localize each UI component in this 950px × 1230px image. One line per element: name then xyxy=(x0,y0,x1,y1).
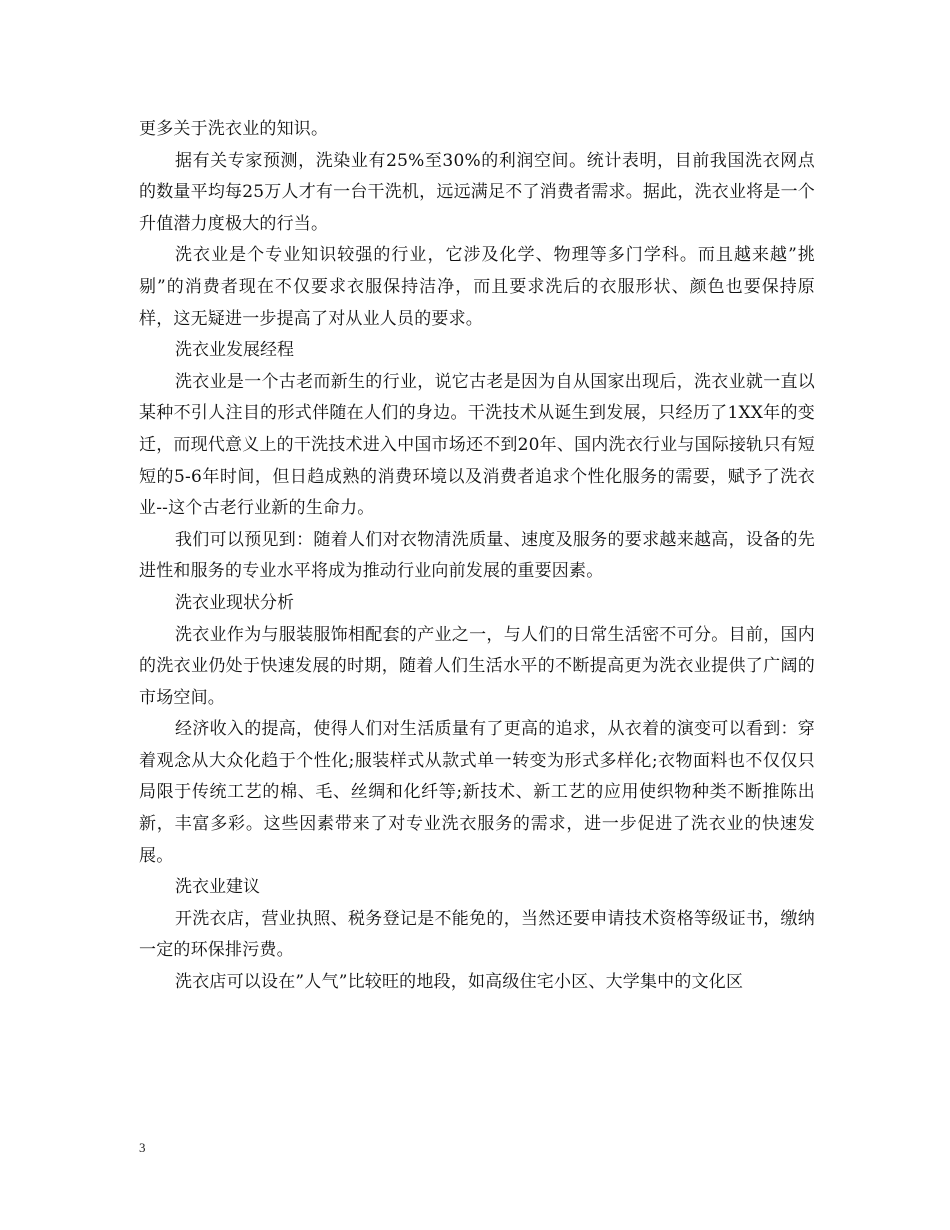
paragraph-location: 洗衣店可以设在”人气”比较旺的地段，如高级住宅小区、大学集中的文化区 xyxy=(175,972,744,993)
section-heading-suggestions: 洗衣业建议 xyxy=(175,877,260,898)
paragraph-forecast: 我们可以预见到：随着人们对衣物清洗质量、速度及服务的要求越来越高，设备的先进性和服务的专业水平将成为推动行业向前发展的重要因素。 xyxy=(139,529,815,582)
section-heading-development: 洗衣业发展经程 xyxy=(175,340,294,361)
paragraph-development-history: 洗衣业是一个古老而新生的行业，说它古老是因为自从国家出现后，洗衣业就一直以某种不引人注目的形式伴随在人们的身边。干洗技术从诞生到发展，只经历了1XX年的变迁，而现代意义上的干洗技术进入中国市场还不到20年、国内洗衣行业与国际接轨只有短短的5-6年时间，但日趋成熟的消费环境以及消费者追求个性化服务的需要，赋予了洗衣业--这个古老行业新的生命力。 xyxy=(139,371,815,519)
document-body xyxy=(139,114,815,999)
paragraph-continuation: 更多关于洗衣业的知识。 xyxy=(139,119,329,139)
paragraph-profit-forecast: 据有关专家预测，洗染业有25%至30%的利润空间。统计表明，目前我国洗衣网点的数量平均每25万人才有一台干洗机，远远满足不了消费者需求。据此，洗衣业将是一个升值潜力度极大的行当。 xyxy=(139,150,815,234)
paragraph-industry-status: 洗衣业作为与服装服饰相配套的产业之一，与人们的日常生活密不可分。目前，国内的洗衣业仍处于快速发展的时期，随着人们生活水平的不断提高更为洗衣业提供了广阔的市场空间。 xyxy=(139,624,815,708)
section-heading-status: 洗衣业现状分析 xyxy=(175,592,294,613)
paragraph-licenses: 开洗衣店，营业执照、税务登记是不能免的，当然还要申请技术资格等级证书，缴纳一定的环保排污费。 xyxy=(139,908,815,961)
page-number: 3 xyxy=(139,1140,146,1155)
paragraph-professional-knowledge: 洗衣业是个专业知识较强的行业，它涉及化学、物理等多门学科。而且越来越”挑剔”的消费者现在不仅要求衣服保持洁净，而且要求洗后的衣服形状、颜色也要保持原样，这无疑进一步提高了对从业人员的要求。 xyxy=(139,245,815,329)
paragraph-income-growth: 经济收入的提高，使得人们对生活质量有了更高的追求，从衣着的演变可以看到：穿着观念从大众化趋于个性化;服装样式从款式单一转变为形式多样化;衣物面料也不仅仅只局限于传统工艺的棉、毛、丝绸和化纤等;新技术、新工艺的应用使织物种类不断推陈出新，丰富多彩。这些因素带来了对专业洗衣服务的需求，进一步促进了洗衣业的快速发展。 xyxy=(139,719,815,866)
